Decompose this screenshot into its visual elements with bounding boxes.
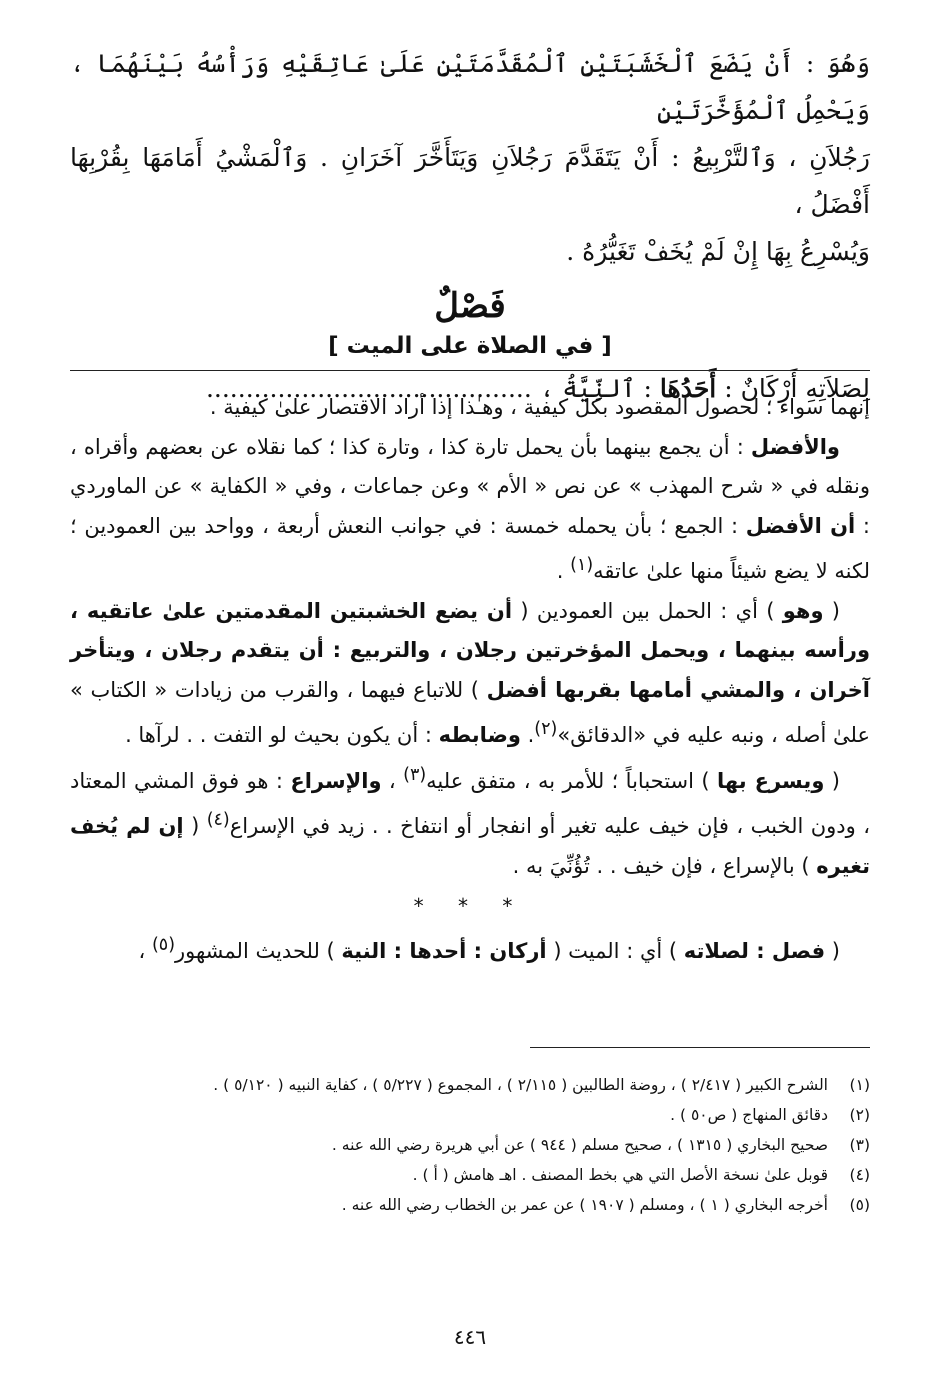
bold-term: إن لم يُخف تغيره — [70, 814, 870, 878]
footnote-text: الشرح الكبير ( ٢/٤١٧ ) ، روضة الطالبين ( ٢/١١٥ ) ، المجموع ( ٥/٢٢٧ ) ، كفاية النبيه ( ٥/١٢٠ ) . — [213, 1076, 828, 1094]
arkan-bold: أَحَدُهَا — [659, 374, 717, 403]
footnote-number: (٢) — [849, 1106, 870, 1124]
commentary-text: : الجمع ؛ بأن يحمله خمسة : في جوانب النعش أربعة ، وواحد بين العمودين ؛ لكنه لا يضع شيئاً منها علىٰ عاتقه — [70, 513, 870, 583]
footnote-divider — [530, 1047, 870, 1048]
footnote-ref[interactable]: (٢) — [534, 719, 558, 739]
page-number: ٤٤٦ — [453, 1325, 487, 1349]
bold-term: وهو — [782, 598, 824, 623]
bold-term: أن الأفضل — [745, 513, 856, 538]
commentary-paragraph — [70, 756, 870, 887]
footnote-number: (١) — [849, 1076, 870, 1094]
footnote-number: (٣) — [849, 1136, 870, 1154]
bold-term: ويسرع بها — [716, 768, 825, 793]
commentary-text: ) استحباباً ؛ للأمر به ، متفق عليه — [426, 768, 717, 793]
arkan-prefix: لِصَلاَتِهِ أَرْكَانٌ : — [724, 374, 870, 403]
ellipsis-dots: ......................................... — [205, 374, 532, 403]
commentary-text: ( — [823, 598, 840, 623]
commentary-paragraph — [70, 388, 870, 428]
commentary-text: ) أي : الميت ( — [546, 939, 684, 963]
footnote-text: قوبل علىٰ نسخة الأصل التي هي بخط المصنف . اهـ هامش ( أ ) . — [412, 1166, 828, 1184]
footnote-ref[interactable]: (٣) — [403, 764, 427, 785]
commentary-text: ، — [138, 939, 152, 963]
footnote-number: (٥) — [849, 1196, 870, 1214]
commentary-text: ) بالإسراع ، فإن خيف . . تُؤُنِّيَ به . — [512, 853, 817, 878]
chapter-title: فَصْلٌ — [434, 286, 506, 326]
section-heading: [ في الصلاة على الميت ] — [328, 333, 612, 359]
footnote-item — [70, 1070, 870, 1100]
arkan-suffix: : ٱلنِّيَّةُ ، — [539, 374, 652, 403]
book-page — [70, 40, 870, 1360]
commentary-paragraph — [70, 592, 870, 756]
commentary-block — [70, 388, 870, 972]
footnote-item — [70, 1100, 870, 1130]
commentary-text: ) للحديث المشهور — [175, 939, 342, 963]
footnote-item — [70, 1160, 870, 1190]
matn-line: رَجُلاَنِ ، وَٱلتَّرْبِيعُ : أَنْ يَتَقَدَّمَ رَجُلاَنِ وَيَتَأَخَّرَ آخَرَانِ . وَٱلْمَشْيُ أَمَامَهَا بِقُرْبِهَا أَفْضَلُ ، — [70, 143, 870, 219]
commentary-text: : هو فوق المشي المعتاد ، ودون الخبب ، فإن خيف عليه تغير أو انفجار أو انتفاخ . . زيد في الإسراع — [70, 768, 870, 838]
footnote-ref[interactable]: (٤) — [206, 810, 230, 830]
footnote-number: (٤) — [849, 1166, 870, 1184]
main-text-block — [70, 40, 870, 275]
bold-term: أركان : أحدها : النية — [341, 939, 547, 963]
commentary-text: ( — [825, 939, 840, 963]
footnote-ref[interactable]: (٥) — [151, 935, 176, 955]
section-separator-stars: * * * — [413, 894, 527, 918]
footnote-text: صحيح البخاري ( ١٣١٥ ) ، صحيح مسلم ( ٩٤٤ ) عن أبي هريرة رضي الله عنه . — [331, 1136, 828, 1154]
footnote-item — [70, 1130, 870, 1160]
footnote-item — [70, 1190, 870, 1220]
commentary-text: . — [556, 559, 564, 583]
commentary-text: ) أي : الحمل بين العمودين ( — [512, 598, 783, 623]
footnote-ref[interactable]: (١) — [570, 555, 594, 575]
bold-term: فصل : لصلاته — [683, 939, 826, 963]
footnotes-list — [70, 1070, 870, 1220]
text-divider — [70, 370, 870, 371]
footnote-text: أخرجه البخاري ( ١ ) ، ومسلم ( ١٩٠٧ ) عن عمر بن الخطاب رضي الله عنه . — [341, 1196, 828, 1214]
commentary-text: : أن يجمع بينهما بأن يحمل تارة كذا ، وتارة كذا ؛ كما نقلاه عن بعضهم وأقراه ، ونقله في « شرح المهذب » عن نص « الأم » وعن جماعات ، وفي « الكفاية » عن الماوردي : — [70, 434, 870, 538]
matn-line: وَيُسْرِعُ بِهَا إِنْ لَمْ يُخَفْ تَغَيُّرُهُ . — [566, 237, 870, 266]
commentary-text: : أن يكون بحيث لو التفت . . لرآها . — [125, 723, 439, 747]
commentary-text: إنهما سواء ؛ لحصول المقصود بكل كيفية ، وهـٰذا إذا أراد الاقتصار علىٰ كيفية . — [209, 395, 870, 419]
footnote-text: دقائق المنهاج ( ص٥٠ ) . — [670, 1106, 828, 1124]
commentary-text: ، — [381, 768, 404, 793]
commentary-paragraph — [70, 926, 870, 972]
bold-term: أن يضع الخشبتين المقدمتين علىٰ عاتقيه ، ورأسه بينهما ، ويحمل المؤخرتين رجلان ، والتربيع : أن يتقدم رجلان ، ويتأخر آخران ، والمشي أمامها بقربها أفضل — [70, 598, 870, 702]
commentary-text: ) للاتباع فيهما ، والقرب من زيادات « الكتاب » علىٰ أصله ، ونبه عليه في «الدقائق» — [70, 677, 870, 747]
commentary-paragraph — [70, 428, 870, 592]
matn-line: وَهُوَ : أَنْ يَضَعَ ٱلْخَشَبَتَيْنِ ٱلْمُقَدَّمَتَيْنِ عَلَىٰ عَاتِقَيْهِ وَرَأْسُهُ بَيْنَهُمَا ، وَيَحْمِلُ ٱلْمُؤَخَّرَتَيْنِ — [70, 49, 870, 125]
bold-term: والأفضل — [750, 434, 840, 459]
commentary-text: . — [520, 723, 535, 747]
commentary-text: ( — [824, 768, 840, 793]
bold-term: والإسراع — [290, 768, 382, 793]
bold-term: وضابطه — [438, 723, 521, 747]
commentary-text: ( — [183, 814, 207, 838]
